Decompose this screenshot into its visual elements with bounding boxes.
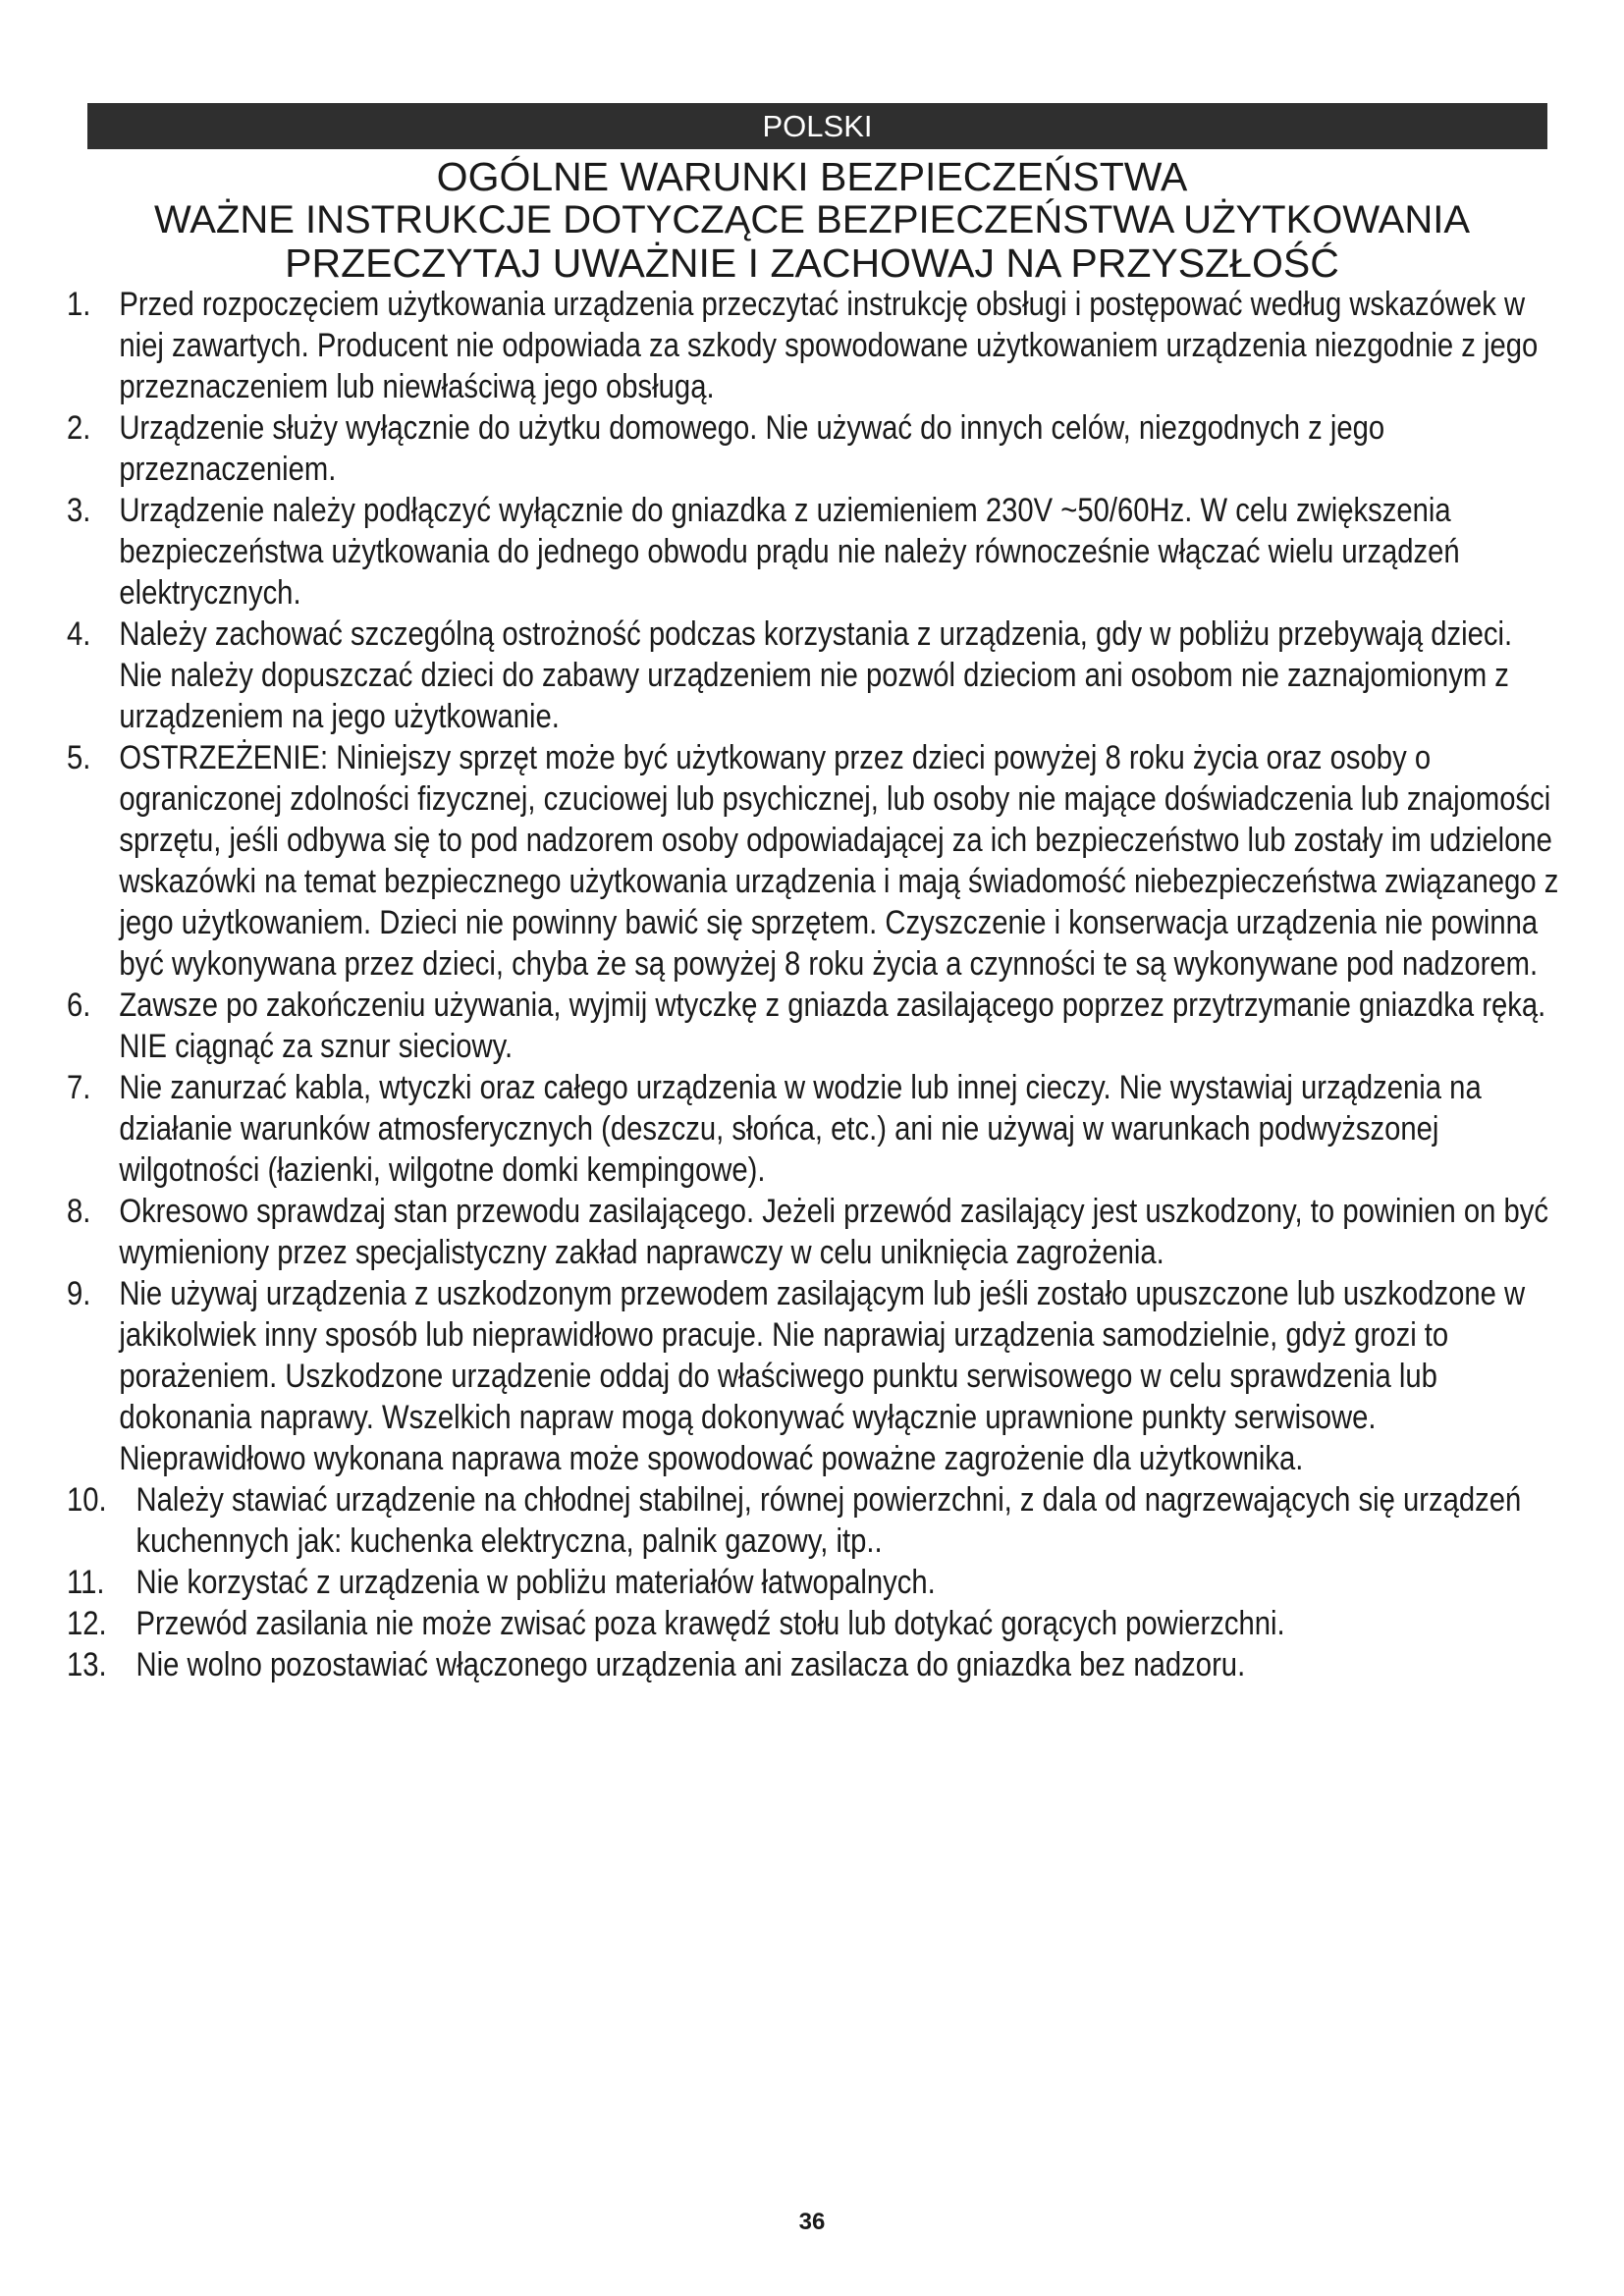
item-number: 7. <box>67 1069 91 1106</box>
item-number: 3. <box>67 492 91 529</box>
list-item <box>67 1067 1561 1191</box>
list-item <box>67 490 1561 614</box>
item-text: Nie używaj urządzenia z uszkodzonym przewodem zasilającym lub jeśli zostało upuszczone lub uszkodzone w jakikolwiek inny sposób lub nieprawidłowo pracuje. Nie naprawiaj urządzenia samodzielnie, gdyż grozi to porażeniem. Uszkodzone urządzenie oddaj do właściwego punktu serwisowego w celu sprawdzenia lub dokonania naprawy. Wszelkich napraw mogą dokonywać wyłącznie uprawnione punkty serwisowe. Nieprawidłowo wykonana naprawa może spowodować poważne zagrożenie dla użytkownika. <box>119 1275 1526 1477</box>
item-number: 11. <box>67 1564 105 1601</box>
list-item <box>67 1273 1561 1479</box>
item-number: 6. <box>67 987 91 1024</box>
safety-instructions-list <box>67 284 1561 1685</box>
item-text: Nie korzystać z urządzenia w pobliżu materiałów łatwopalnych. <box>135 1564 936 1601</box>
item-number: 4. <box>67 615 91 653</box>
item-number: 5. <box>67 739 91 776</box>
item-number: 2. <box>67 409 91 447</box>
item-text: Nie zanurzać kabla, wtyczki oraz całego urządzenia w wodzie lub innej cieczy. Nie wystawiaj urządzenia na działanie warunków atmosferycznych (deszczu, słońca, etc.) ani nie używaj w warunkach podwyższonej wilgotności (łazienki, wilgotne domki kempingowe). <box>119 1069 1482 1189</box>
item-text: Przed rozpoczęciem użytkowania urządzenia przeczytać instrukcję obsługi i postępować według wskazówek w niej zawartych. Producent nie odpowiada za szkody spowodowane użytkowaniem urządzenia niezgodnie z jego przeznaczeniem lub niewłaściwą jego obsługą. <box>119 286 1539 405</box>
section-titles <box>59 155 1565 285</box>
list-item <box>67 1191 1561 1273</box>
item-number: 10. <box>67 1481 107 1519</box>
item-text: Urządzenie należy podłączyć wyłącznie do gniazdka z uziemieniem 230V ~50/60Hz. W celu zwiększenia bezpieczeństwa użytkowania do jednego obwodu prądu nie należy równocześnie włączać wielu urządzeń elektrycznych. <box>119 492 1460 612</box>
list-item <box>67 1603 1561 1644</box>
list-item <box>67 1479 1561 1562</box>
item-number: 1. <box>67 286 91 323</box>
language-header: POLSKI <box>87 103 1547 149</box>
list-item <box>67 407 1561 490</box>
item-text: Okresowo sprawdzaj stan przewodu zasilającego. Jeżeli przewód zasilający jest uszkodzony, to powinien on być wymieniony przez specjalistyczny zakład naprawczy w celu uniknięcia zagrożenia. <box>119 1193 1549 1271</box>
list-item <box>67 284 1561 407</box>
list-item <box>67 985 1561 1067</box>
item-text: Nie wolno pozostawiać włączonego urządzenia ani zasilacza do gniazdka bez nadzoru. <box>135 1646 1246 1683</box>
item-text: Przewód zasilania nie może zwisać poza krawędź stołu lub dotykać gorących powierzchni. <box>135 1605 1285 1642</box>
item-text: Urządzenie służy wyłącznie do użytku domowego. Nie używać do innych celów, niezgodnych z jego przeznaczeniem. <box>119 409 1385 488</box>
item-number: 8. <box>67 1193 91 1230</box>
item-text: Należy zachować szczególną ostrożność podczas korzystania z urządzenia, gdy w pobliżu przebywają dzieci. Nie należy dopuszczać dzieci do zabawy urządzeniem nie pozwól dzieciom ani osobom nie zaznajomionym z urządzeniem na jego użytkowanie. <box>119 615 1513 735</box>
list-item <box>67 1562 1561 1603</box>
item-number: 13. <box>67 1646 107 1683</box>
item-text: OSTRZEŻENIE: Niniejszy sprzęt może być użytkowany przez dzieci powyżej 8 roku życia oraz osoby o ograniczonej zdolności fizycznej, czuciowej lub psychicznej, lub osoby nie mające doświadczenia lub znajomości sprzętu, jeśli odbywa się to pod nadzorem osoby odpowiadającej za ich bezpieczeństwo lub zostały im udzielone wskazówki na temat bezpiecznego użytkowania urządzenia i mają świadomość niebezpieczeństwa związanego z jego użytkowaniem. Dzieci nie powinny bawić się sprzętem. Czyszczenie i konserwacja urządzenia nie powinna być wykonywana przez dzieci, chyba że są powyżej 8 roku życia a czynności te są wykonywane pod nadzorem. <box>119 739 1559 983</box>
item-number: 12. <box>67 1605 107 1642</box>
item-text: Zawsze po zakończeniu używania, wyjmij wtyczkę z gniazda zasilającego poprzez przytrzymanie gniazdka ręką. NIE ciągnąć za sznur sieciowy. <box>119 987 1546 1065</box>
page-number: 36 <box>798 2209 826 2235</box>
item-text: Należy stawiać urządzenie na chłodnej stabilnej, równej powierzchni, z dala od nagrzewających się urządzeń kuchennych jak: kuchenka elektryczna, palnik gazowy, itp.. <box>135 1481 1522 1560</box>
section-title: OGÓLNE WARUNKI BEZPIECZEŃSTWA <box>436 154 1188 199</box>
list-item <box>67 1644 1561 1685</box>
section-subtitle-note: PRZECZYTAJ UWAŻNIE I ZACHOWAJ NA PRZYSZŁOŚĆ <box>285 240 1339 286</box>
list-item <box>67 737 1561 985</box>
item-number: 9. <box>67 1275 91 1312</box>
list-item <box>67 614 1561 737</box>
section-subtitle: WAŻNE INSTRUKCJE DOTYCZĄCE BEZPIECZEŃSTWA UŻYTKOWANIA <box>153 198 1471 241</box>
